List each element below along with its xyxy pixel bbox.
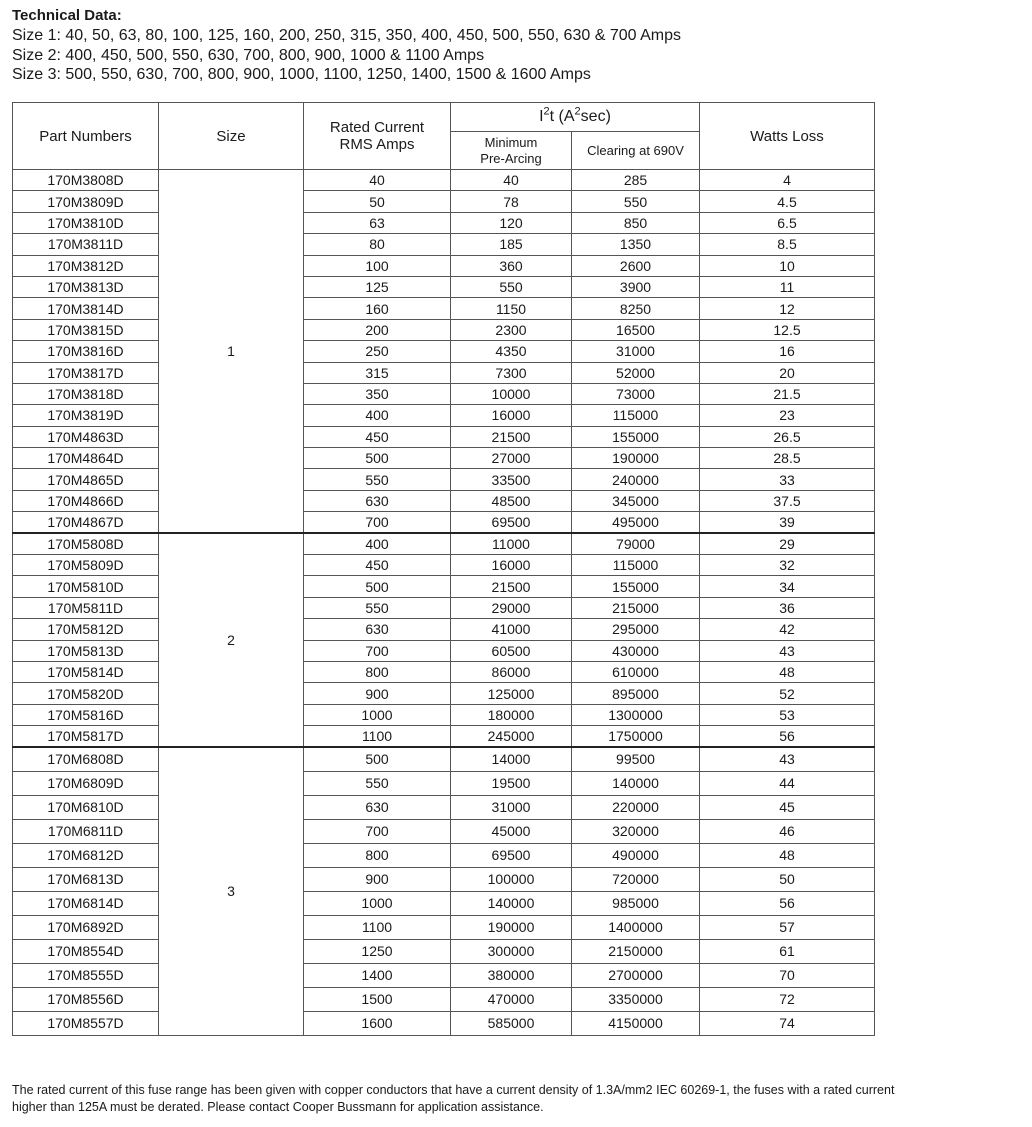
cell-clearing: 495000 [572,512,700,533]
table-row [13,490,875,511]
cell-part-number: 170M4865D [13,469,159,490]
cell-watts-loss: 12.5 [700,319,875,340]
table-body [13,170,875,1036]
cell-watts-loss: 48 [700,661,875,682]
cell-rated-current: 125 [304,276,451,297]
header-i2t [451,103,700,132]
table-row [13,963,875,987]
cell-watts-loss: 12 [700,298,875,319]
cell-part-number: 170M6811D [13,819,159,843]
table-row [13,867,875,891]
cell-clearing: 3900 [572,276,700,297]
cell-rated-current: 100 [304,255,451,276]
header-size: Size [159,103,304,170]
cell-part-number: 170M5812D [13,619,159,640]
header-watts-loss: Watts Loss [700,103,875,170]
cell-clearing: 285 [572,170,700,191]
cell-part-number: 170M6812D [13,843,159,867]
cell-clearing: 190000 [572,448,700,469]
cell-part-number: 170M4863D [13,426,159,447]
table-row [13,298,875,319]
cell-watts-loss: 39 [700,512,875,533]
table-row [13,939,875,963]
footnote-line1: The rated current of this fuse range has been given with copper conductors that have a current density of 1.3A/mm2 IEC 60269-1, the fuses with a rated current [12,1083,895,1097]
cell-pre-arcing: 27000 [451,448,572,469]
cell-part-number: 170M5809D [13,555,159,576]
cell-rated-current: 1500 [304,987,451,1011]
table-row [13,843,875,867]
cell-clearing: 8250 [572,298,700,319]
cell-rated-current: 200 [304,319,451,340]
cell-watts-loss: 56 [700,726,875,747]
cell-part-number: 170M3814D [13,298,159,319]
cell-watts-loss: 56 [700,891,875,915]
cell-watts-loss: 50 [700,867,875,891]
cell-rated-current: 900 [304,867,451,891]
header-part-numbers: Part Numbers [13,103,159,170]
table-row [13,469,875,490]
cell-pre-arcing: 21500 [451,426,572,447]
table-row [13,426,875,447]
cell-rated-current: 800 [304,661,451,682]
table-row [13,619,875,640]
header-min-pre-arcing [451,132,572,170]
cell-pre-arcing: 78 [451,191,572,212]
cell-pre-arcing: 120 [451,212,572,233]
cell-clearing: 4150000 [572,1011,700,1035]
i2t-mid: t (A [549,108,575,125]
cell-pre-arcing: 185 [451,234,572,255]
table-row [13,212,875,233]
cell-watts-loss: 57 [700,915,875,939]
cell-clearing: 1750000 [572,726,700,747]
cell-part-number: 170M3819D [13,405,159,426]
i2t-base: I [539,108,544,125]
cell-watts-loss: 21.5 [700,383,875,404]
cell-clearing: 550 [572,191,700,212]
footnote-line2: higher than 125A must be derated. Please contact Cooper Bussmann for application assistance. [12,1100,544,1114]
cell-clearing: 895000 [572,683,700,704]
cell-watts-loss: 48 [700,843,875,867]
table-row [13,661,875,682]
cell-part-number: 170M4867D [13,512,159,533]
table-row [13,533,875,554]
cell-pre-arcing: 1150 [451,298,572,319]
cell-part-number: 170M3810D [13,212,159,233]
cell-watts-loss: 20 [700,362,875,383]
cell-part-number: 170M3808D [13,170,159,191]
cell-watts-loss: 70 [700,963,875,987]
cell-part-number: 170M5808D [13,533,159,554]
table-row [13,771,875,795]
cell-part-number: 170M6810D [13,795,159,819]
table-row [13,576,875,597]
cell-watts-loss: 33 [700,469,875,490]
header-clearing: Clearing at 690V [572,132,700,170]
cell-part-number: 170M3815D [13,319,159,340]
cell-clearing: 73000 [572,383,700,404]
cell-watts-loss: 4.5 [700,191,875,212]
cell-rated-current: 1000 [304,704,451,725]
table-row [13,319,875,340]
cell-rated-current: 550 [304,771,451,795]
cell-clearing: 52000 [572,362,700,383]
cell-part-number: 170M5810D [13,576,159,597]
cell-rated-current: 700 [304,819,451,843]
table-row [13,891,875,915]
cell-clearing: 320000 [572,819,700,843]
cell-rated-current: 63 [304,212,451,233]
cell-pre-arcing: 140000 [451,891,572,915]
cell-part-number: 170M5814D [13,661,159,682]
cell-watts-loss: 26.5 [700,426,875,447]
cell-watts-loss: 32 [700,555,875,576]
cell-rated-current: 550 [304,469,451,490]
table-row [13,276,875,297]
cell-watts-loss: 45 [700,795,875,819]
cell-clearing: 215000 [572,597,700,618]
cell-watts-loss: 42 [700,619,875,640]
cell-part-number: 170M5813D [13,640,159,661]
table-row [13,512,875,533]
cell-clearing: 155000 [572,576,700,597]
cell-rated-current: 315 [304,362,451,383]
cell-watts-loss: 44 [700,771,875,795]
cell-clearing: 610000 [572,661,700,682]
cell-part-number: 170M3817D [13,362,159,383]
cell-watts-loss: 11 [700,276,875,297]
cell-watts-loss: 6.5 [700,212,875,233]
cell-clearing: 16500 [572,319,700,340]
cell-pre-arcing: 10000 [451,383,572,404]
cell-part-number: 170M3809D [13,191,159,212]
cell-pre-arcing: 41000 [451,619,572,640]
cell-size: 3 [159,747,304,1035]
cell-watts-loss: 43 [700,640,875,661]
cell-part-number: 170M8556D [13,987,159,1011]
cell-clearing: 140000 [572,771,700,795]
i2t-end: sec) [580,108,611,125]
table-row [13,341,875,362]
cell-part-number: 170M6808D [13,747,159,771]
cell-watts-loss: 61 [700,939,875,963]
cell-pre-arcing: 31000 [451,795,572,819]
cell-rated-current: 630 [304,490,451,511]
cell-clearing: 295000 [572,619,700,640]
cell-pre-arcing: 40 [451,170,572,191]
cell-pre-arcing: 190000 [451,915,572,939]
cell-rated-current: 500 [304,448,451,469]
cell-rated-current: 630 [304,619,451,640]
cell-part-number: 170M4866D [13,490,159,511]
cell-part-number: 170M5817D [13,726,159,747]
cell-rated-current: 50 [304,191,451,212]
table-row [13,1011,875,1035]
cell-watts-loss: 23 [700,405,875,426]
cell-rated-current: 160 [304,298,451,319]
cell-part-number: 170M4864D [13,448,159,469]
cell-part-number: 170M6814D [13,891,159,915]
cell-part-number: 170M8554D [13,939,159,963]
cell-watts-loss: 37.5 [700,490,875,511]
table-row [13,405,875,426]
size-3-line: Size 3: 500, 550, 630, 700, 800, 900, 1000, 1100, 1250, 1400, 1500 & 1600 Amps [12,66,591,83]
table-row [13,383,875,404]
cell-pre-arcing: 60500 [451,640,572,661]
cell-part-number: 170M3812D [13,255,159,276]
cell-pre-arcing: 380000 [451,963,572,987]
cell-pre-arcing: 100000 [451,867,572,891]
cell-watts-loss: 34 [700,576,875,597]
table-row [13,597,875,618]
cell-clearing: 115000 [572,405,700,426]
cell-pre-arcing: 16000 [451,405,572,426]
cell-pre-arcing: 69500 [451,512,572,533]
cell-clearing: 985000 [572,891,700,915]
cell-clearing: 2700000 [572,963,700,987]
table-row [13,555,875,576]
table-row [13,683,875,704]
cell-rated-current: 350 [304,383,451,404]
fuse-spec-table [12,102,875,1036]
cell-pre-arcing: 45000 [451,819,572,843]
table-row [13,234,875,255]
cell-clearing: 2600 [572,255,700,276]
cell-clearing: 1400000 [572,915,700,939]
cell-part-number: 170M6809D [13,771,159,795]
cell-clearing: 3350000 [572,987,700,1011]
i2t-sup2: 2 [574,105,581,118]
cell-pre-arcing: 550 [451,276,572,297]
cell-pre-arcing: 33500 [451,469,572,490]
table-row [13,362,875,383]
cell-pre-arcing: 360 [451,255,572,276]
cell-rated-current: 1250 [304,939,451,963]
cell-part-number: 170M3813D [13,276,159,297]
cell-watts-loss: 28.5 [700,448,875,469]
cell-part-number: 170M3816D [13,341,159,362]
cell-rated-current: 700 [304,512,451,533]
header-rated-current [304,103,451,170]
footnote [12,1082,1027,1116]
cell-rated-current: 1400 [304,963,451,987]
cell-clearing: 490000 [572,843,700,867]
cell-pre-arcing: 11000 [451,533,572,554]
cell-pre-arcing: 470000 [451,987,572,1011]
technical-data-title: Technical Data: [12,7,122,24]
cell-watts-loss: 46 [700,819,875,843]
cell-part-number: 170M6892D [13,915,159,939]
table-row [13,915,875,939]
cell-rated-current: 900 [304,683,451,704]
cell-watts-loss: 16 [700,341,875,362]
cell-pre-arcing: 4350 [451,341,572,362]
cell-rated-current: 1100 [304,726,451,747]
cell-part-number: 170M3811D [13,234,159,255]
header-rated-current-line1: Rated Current [329,119,425,136]
cell-clearing: 345000 [572,490,700,511]
cell-clearing: 2150000 [572,939,700,963]
cell-watts-loss: 53 [700,704,875,725]
cell-pre-arcing: 14000 [451,747,572,771]
cell-part-number: 170M3818D [13,383,159,404]
size-1-line: Size 1: 40, 50, 63, 80, 100, 125, 160, 200, 250, 315, 350, 400, 450, 500, 550, 630 & 700 Amps [12,27,681,44]
cell-watts-loss: 4 [700,170,875,191]
table-row [13,170,875,191]
cell-watts-loss: 43 [700,747,875,771]
header-min-pre-arcing-line1: Minimum [484,134,538,150]
header-min-pre-arcing-line2: Pre-Arcing [480,150,542,166]
cell-rated-current: 250 [304,341,451,362]
table-row [13,704,875,725]
table-row [13,255,875,276]
cell-watts-loss: 29 [700,533,875,554]
cell-pre-arcing: 16000 [451,555,572,576]
table-row [13,726,875,747]
i2t-sup1: 2 [543,105,550,118]
cell-size: 1 [159,170,304,534]
cell-pre-arcing: 19500 [451,771,572,795]
cell-part-number: 170M6813D [13,867,159,891]
cell-rated-current: 550 [304,597,451,618]
cell-pre-arcing: 585000 [451,1011,572,1035]
cell-part-number: 170M5811D [13,597,159,618]
cell-rated-current: 400 [304,533,451,554]
cell-clearing: 99500 [572,747,700,771]
cell-rated-current: 500 [304,576,451,597]
cell-pre-arcing: 125000 [451,683,572,704]
cell-watts-loss: 8.5 [700,234,875,255]
size-2-line: Size 2: 400, 450, 500, 550, 630, 700, 800, 900, 1000 & 1100 Amps [12,46,485,64]
cell-watts-loss: 10 [700,255,875,276]
cell-rated-current: 700 [304,640,451,661]
technical-data-intro [12,6,681,85]
table-row [13,987,875,1011]
cell-clearing: 220000 [572,795,700,819]
cell-rated-current: 800 [304,843,451,867]
cell-rated-current: 630 [304,795,451,819]
cell-clearing: 79000 [572,533,700,554]
table-row [13,191,875,212]
cell-clearing: 115000 [572,555,700,576]
table-row [13,795,875,819]
cell-pre-arcing: 180000 [451,704,572,725]
cell-pre-arcing: 86000 [451,661,572,682]
table-row [13,747,875,771]
cell-pre-arcing: 21500 [451,576,572,597]
cell-rated-current: 400 [304,405,451,426]
cell-clearing: 720000 [572,867,700,891]
cell-watts-loss: 52 [700,683,875,704]
cell-watts-loss: 74 [700,1011,875,1035]
table-row [13,640,875,661]
cell-part-number: 170M5816D [13,704,159,725]
cell-rated-current: 500 [304,747,451,771]
cell-pre-arcing: 300000 [451,939,572,963]
cell-rated-current: 1100 [304,915,451,939]
cell-part-number: 170M8557D [13,1011,159,1035]
table-row [13,819,875,843]
cell-pre-arcing: 2300 [451,319,572,340]
cell-watts-loss: 36 [700,597,875,618]
cell-rated-current: 450 [304,555,451,576]
cell-rated-current: 1000 [304,891,451,915]
header-rated-current-line2: RMS Amps [339,136,415,153]
cell-clearing: 240000 [572,469,700,490]
cell-pre-arcing: 29000 [451,597,572,618]
cell-rated-current: 450 [304,426,451,447]
cell-watts-loss: 72 [700,987,875,1011]
cell-part-number: 170M5820D [13,683,159,704]
cell-pre-arcing: 69500 [451,843,572,867]
cell-clearing: 155000 [572,426,700,447]
cell-size: 2 [159,533,304,747]
cell-pre-arcing: 245000 [451,726,572,747]
cell-rated-current: 40 [304,170,451,191]
cell-clearing: 430000 [572,640,700,661]
cell-clearing: 850 [572,212,700,233]
cell-clearing: 1300000 [572,704,700,725]
cell-clearing: 31000 [572,341,700,362]
cell-rated-current: 80 [304,234,451,255]
cell-pre-arcing: 48500 [451,490,572,511]
table-row [13,448,875,469]
cell-part-number: 170M8555D [13,963,159,987]
cell-pre-arcing: 7300 [451,362,572,383]
cell-rated-current: 1600 [304,1011,451,1035]
cell-clearing: 1350 [572,234,700,255]
